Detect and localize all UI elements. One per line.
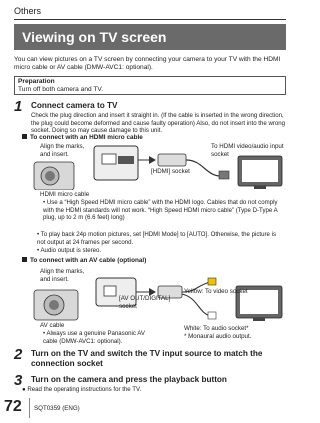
step-2-title: Turn on the TV and switch the TV input source to match the connection socket: [31, 349, 263, 368]
hdmi-diagram: [14, 140, 286, 190]
av-socket-label: [AV OUT/DIGITAL] socket: [119, 295, 171, 310]
hdmi-socket-label: [HDMI] socket: [151, 168, 190, 175]
step-1-text: Check the plug direction and insert it straight in. (If the cable is inserted in the wrong direction, the plug could become deformed and cause faulty operation) Also, do not insert into the wrong socket. Doing so may cause damage to this unit.: [31, 112, 286, 135]
step-1-title: Connect camera to TV: [31, 101, 118, 110]
tv-illustration: [238, 156, 282, 189]
hdmi-cable-label: HDMI micro cable: [40, 191, 90, 198]
av-heading: [22, 257, 146, 264]
footer-rule: [29, 398, 30, 418]
av-note: • Always use a genuine Panasonic AV cable (DMW-AVC1: optional).: [43, 330, 145, 345]
hdmi-note-3: • Audio output is stereo.: [37, 247, 102, 254]
preparation-box: [14, 76, 286, 95]
preparation-title: Preparation: [18, 78, 55, 85]
bullet-square-icon: [22, 134, 27, 139]
step-3-title: Turn on the camera and press the playback button: [31, 375, 227, 384]
intro-text: You can view pictures on a TV screen by connecting your camera to your TV with the HDMI micro cable or AV cable (DMW-AVC1: optional).: [14, 56, 281, 72]
hdmi-note-2: • To play back 24p motion pictures, set [HDMI Mode] to [AUTO]. Otherwise, the picture is not output at 24 frames per second.: [37, 231, 276, 246]
page-title: Viewing on TV screen: [22, 29, 167, 45]
av-cable-label: AV cable: [40, 322, 65, 329]
av-align-label: Align the marks, and insert.: [40, 268, 85, 283]
av-white-label: White: To audio socket*: [184, 325, 249, 332]
model-code: SQT0359 (ENG): [34, 405, 80, 412]
preparation-text: Turn off both camera and TV.: [18, 86, 104, 93]
step-2-number: 2: [14, 346, 23, 363]
read-instructions-note: ● Read the operating instructions for the TV.: [22, 386, 142, 393]
av-yellow-label: Yellow: To video socket: [184, 288, 248, 295]
hdmi-note-1: • Use a “High Speed HDMI micro cable” with the HDMI logo. Cables that do not comply with the HDMI standards will not work. “High Speed HDMI micro cable” (Type D-Type A plug, up to 2 m (6.6 feet) long): [43, 199, 278, 222]
camera-illustration: [34, 290, 78, 320]
step-3-number: 3: [14, 372, 23, 389]
page-number: 72: [4, 398, 22, 415]
hdmi-align-label: Align the marks, and insert.: [40, 143, 85, 158]
section-label: Others: [14, 6, 42, 16]
camera-illustration: [34, 162, 74, 190]
hdmi-tv-label: To HDMI video/audio input socket: [211, 143, 284, 158]
hdmi-heading-text: To connect with an HDMI micro cable: [30, 134, 143, 141]
step-1-number: 1: [14, 98, 23, 115]
title-bar: [14, 24, 286, 50]
section-rule: [14, 19, 286, 20]
av-heading-text: To connect with an AV cable (optional): [30, 257, 147, 264]
av-white-note: * Monaural audio output.: [184, 333, 252, 340]
bullet-square-icon: [22, 257, 27, 262]
step-2: [14, 346, 286, 368]
